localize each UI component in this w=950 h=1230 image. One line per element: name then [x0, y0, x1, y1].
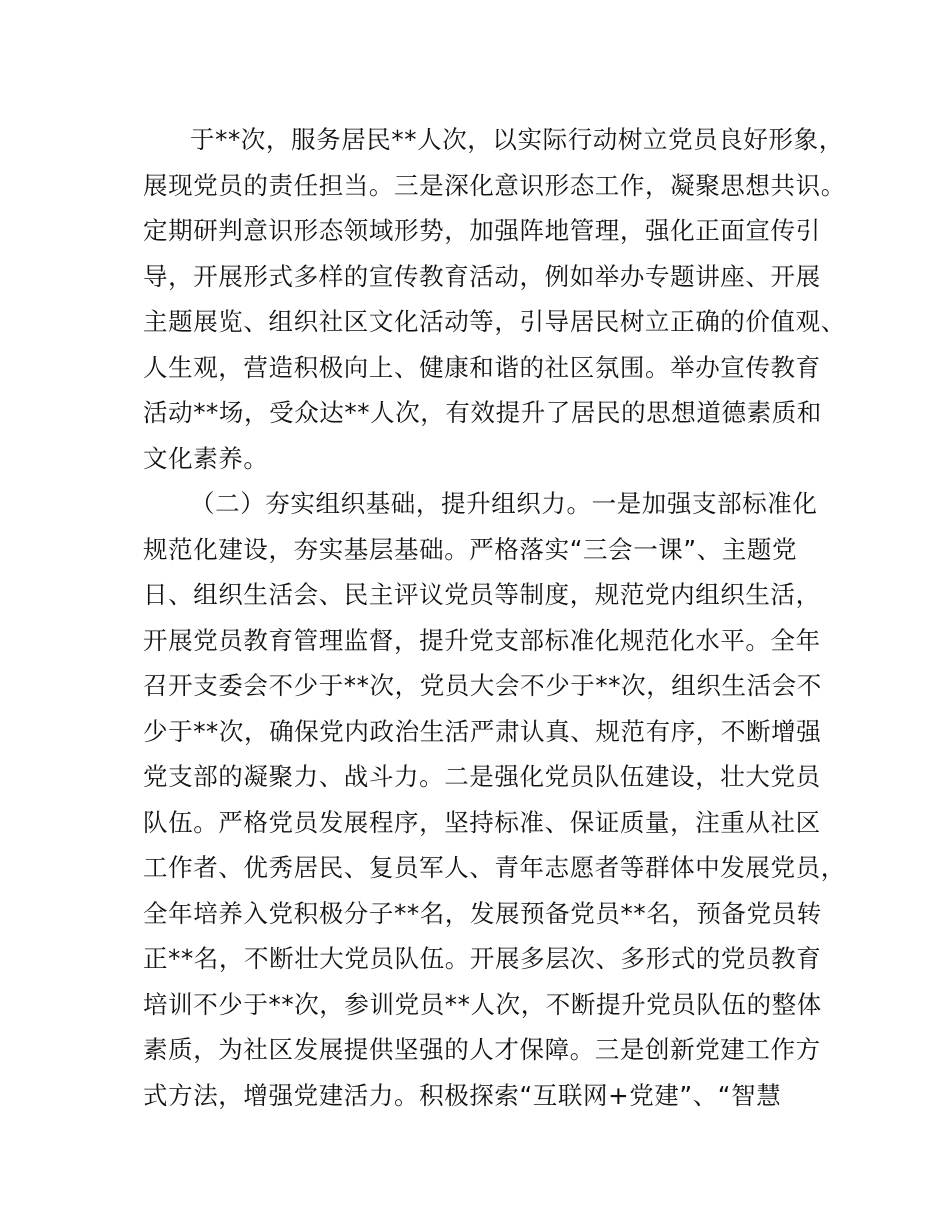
text-line: 正**名，不断壮大党员队伍。开展多层次、多形式的党员教育	[143, 944, 822, 973]
text-line: 文化素养。	[143, 443, 269, 473]
text-line: 于**次，服务居民**人次，以实际行动树立党员良好形象，	[190, 125, 844, 154]
text-line: 工作者、优秀居民、复员军人、青年志愿者等群体中发展党员，	[143, 853, 846, 882]
text-line: 党支部的凝聚力、战斗力。二是强化党员队伍建设，壮大党员	[143, 762, 821, 791]
text-line: 日、组织生活会、民主评议党员等制度，规范党内组织生活，	[143, 580, 821, 609]
paragraph-1	[143, 117, 846, 481]
text-line: 人生观，营造积极向上、健康和谐的社区氛围。举办宣传教育	[143, 352, 821, 382]
text-line: 队伍。严格党员发展程序，坚持标准、保证质量，注重从社区	[143, 807, 821, 837]
text-line: 导，开展形式多样的宣传教育活动，例如举办专题讲座、开展	[143, 261, 821, 291]
paragraph-2	[143, 481, 846, 1118]
text-line: 活动**场，受众达**人次，有效提升了居民的思想道德素质和	[143, 398, 822, 427]
text-line: 定期研判意识形态领域形势，加强阵地管理，强化正面宣传引	[143, 216, 821, 245]
text-line: 培训不少于**次，参训党员**人次，不断提升党员队伍的整体	[143, 989, 822, 1019]
text-line: 素质，为社区发展提供坚强的人才保障。三是创新党建工作方	[143, 1035, 821, 1064]
text-line: 全年培养入党积极分子**名，发展预备党员**名，预备党员转	[143, 898, 822, 928]
text-line: 少于**次，确保党内政治生活严肃认真、规范有序，不断增强	[143, 716, 822, 746]
text-line: 展现党员的责任担当。三是深化意识形态工作，凝聚思想共识。	[143, 170, 846, 200]
text-line: 规范化建设，夯实基层基础。严格落实“三会一课”、主题党	[143, 534, 798, 564]
text-line: 开展党员教育管理监督，提升党支部标准化规范化水平。全年	[143, 625, 821, 655]
document-body	[143, 117, 846, 1118]
text-line: 式方法，增强党建活力。积极探索“互联网+党建”、“智慧	[143, 1080, 782, 1110]
section-heading-line: （二）夯实组织基础，提升组织力。一是加强支部标准化	[190, 489, 818, 518]
text-line: 召开支委会不少于**次，党员大会不少于**次，组织生活会不	[143, 671, 822, 700]
text-line: 主题展览、组织社区文化活动等，引导居民树立正确的价值观、	[143, 307, 846, 336]
